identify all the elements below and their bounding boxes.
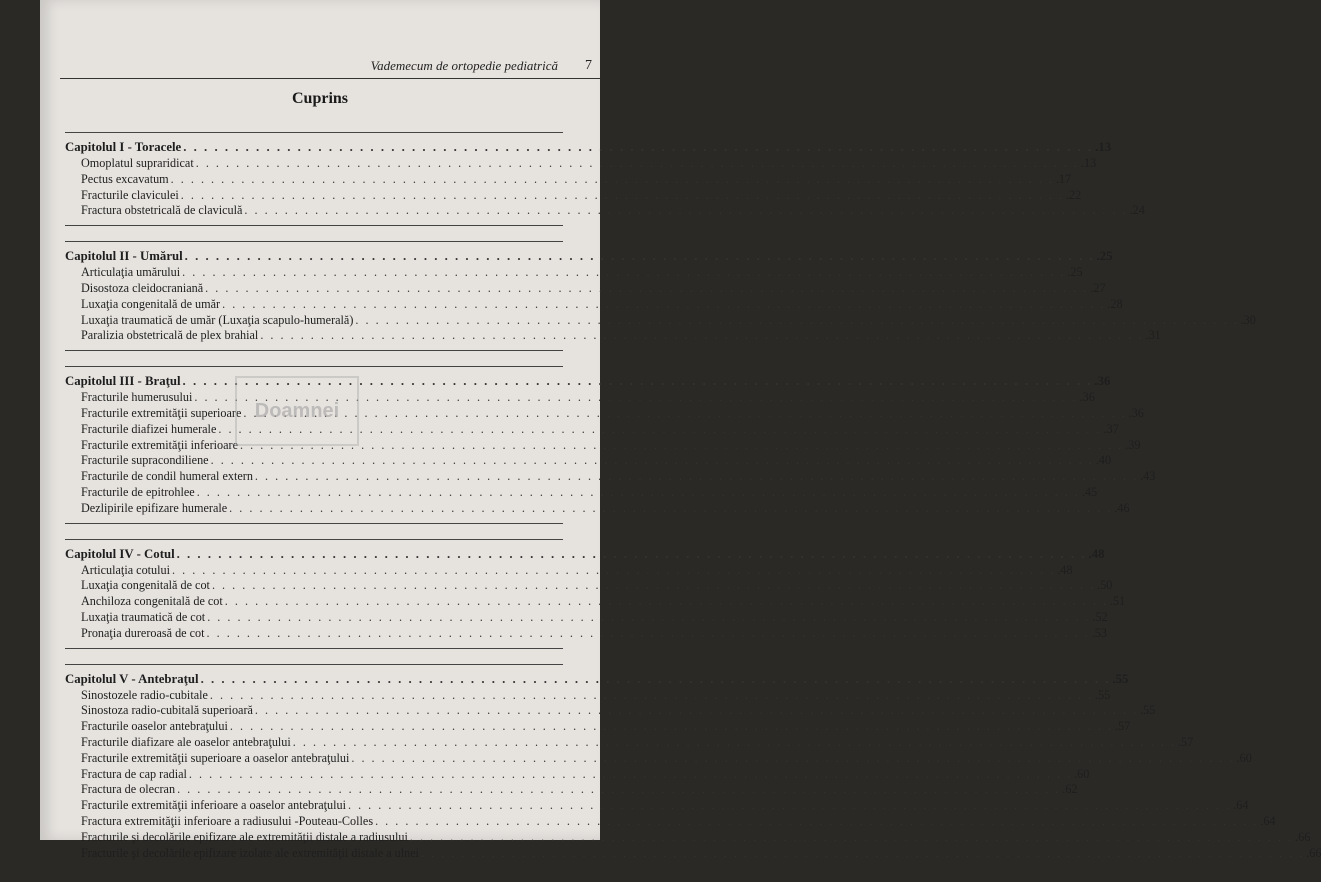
dot-leader	[171, 172, 1054, 188]
toc-entry	[65, 782, 1078, 798]
toc-entry-page: .39	[1125, 437, 1141, 452]
toc-entry-label: Fracturile extremităţii inferioare a oaselor antebraţului	[81, 798, 346, 813]
toc-entry-label: Dezlipirile epifizare humerale	[81, 500, 228, 515]
chapter-section	[65, 366, 1156, 523]
toc-entry-label: Fracturile extremităţii superioare a oaselor antebraţului	[81, 750, 350, 765]
toc-entry-label: Fracturile diafizei humerale	[81, 421, 217, 436]
toc-entry-page: .30	[1240, 312, 1256, 327]
chapter-heading-label: Capitolul III - Braţul	[65, 374, 181, 389]
chapter-heading	[65, 373, 1111, 390]
toc-entry-label: Fracturile extremităţii inferioare	[81, 437, 239, 452]
toc-entry-page: .62	[1062, 782, 1078, 797]
toc-entry-label: Disostoza cleidocraniană	[81, 280, 204, 295]
toc-entry	[65, 453, 1112, 469]
toc-entry	[65, 594, 1126, 610]
toc-entry	[65, 265, 1083, 281]
toc-entry-page: .48	[1057, 562, 1073, 577]
chapter-heading-label: Capitolul V - Antebraţul	[65, 671, 199, 686]
chapter-heading-label: Capitolul II - Umărul	[65, 249, 183, 264]
toc-entry-label: Fracturile humerusului	[81, 390, 193, 405]
toc-title: Cuprins	[291, 90, 349, 107]
toc-entry-label: Fracturile claviculei	[81, 187, 179, 202]
chapter-heading-label: Capitolul I - Toracele	[65, 140, 182, 154]
toc-entry-label: Sinostoza radio-cubitală superioară	[81, 703, 253, 718]
toc-entry-label: Pronaţia dureroasă de cot	[81, 625, 205, 640]
toc-entry-label: Fracturile de condil humeral extern	[81, 469, 253, 484]
toc-entry	[65, 280, 1106, 297]
toc-entry-label: Fracturile şi decolările epifizare ale extremităţii distale a radiusului	[81, 829, 408, 844]
running-header	[60, 58, 600, 79]
toc-entry	[65, 390, 1095, 406]
chapter-heading	[65, 671, 1129, 688]
toc-entry	[65, 562, 1073, 579]
chapter-section	[65, 132, 1145, 226]
toc-entry	[65, 500, 1130, 517]
chapter-heading-page: .13	[1095, 140, 1112, 154]
toc-entry-page: .24	[1129, 203, 1145, 218]
toc-entry-page: .37	[1103, 421, 1119, 436]
toc-entry	[65, 687, 1111, 704]
toc-entry-label: Anchiloza congenitală de cot	[81, 594, 223, 609]
toc-entry-label: Fractura de cap radial	[81, 766, 187, 781]
toc-entry	[65, 829, 1311, 846]
chapter-heading-label: Capitolul IV - Cotul	[65, 546, 175, 561]
dot-leader	[183, 373, 1093, 390]
toc-entry-page: .57	[1115, 719, 1131, 734]
toc-entry-page: .60	[1074, 766, 1090, 781]
dot-leader	[255, 703, 1138, 719]
dot-leader	[260, 328, 1143, 344]
dot-leader	[230, 719, 1113, 735]
dot-leader	[211, 453, 1094, 469]
running-title: Vademecum de ortopedie pediatrică	[370, 58, 558, 73]
toc-entry	[65, 625, 1107, 642]
chapter-section	[65, 539, 1126, 649]
toc-entry-page: .31	[1145, 328, 1161, 343]
toc-entry-page: .51	[1110, 594, 1126, 609]
toc-entry-page: .46	[1114, 500, 1130, 515]
toc-entry-page: .45	[1081, 484, 1098, 499]
toc-entry-page: .55	[1095, 687, 1111, 702]
dot-leader	[205, 281, 1088, 297]
toc-entry	[65, 312, 1256, 329]
toc-entry-page: .57	[1178, 734, 1194, 749]
toc-entry	[65, 609, 1108, 626]
book-page	[40, 0, 1321, 860]
dot-leader	[244, 203, 1127, 219]
chapter-heading-page: .55	[1112, 671, 1129, 686]
table-of-contents	[65, 132, 1321, 882]
chapter-heading-page: .36	[1094, 374, 1111, 389]
toc-entry	[65, 798, 1249, 814]
chapter-heading-page: .25	[1096, 249, 1113, 264]
dot-leader	[207, 626, 1090, 642]
toc-entry-page: .53	[1091, 625, 1107, 640]
toc-entry-label: Luxaţia congenitală de cot	[81, 578, 210, 593]
toc-entry-label: Paralizia obstetricală de plex brahial	[81, 328, 259, 343]
dot-leader	[225, 594, 1108, 610]
toc-entry	[65, 845, 1321, 862]
toc-entry	[65, 734, 1194, 751]
toc-entry	[65, 719, 1131, 735]
toc-entry-label: Fracturile oaselor antebraţului	[81, 719, 228, 734]
toc-entry-label: Fracturile supracondiliene	[81, 453, 209, 468]
toc-entry	[65, 296, 1123, 313]
dot-leader	[196, 156, 1079, 172]
toc-entry	[65, 703, 1156, 719]
dot-leader	[177, 782, 1060, 798]
dot-leader	[177, 546, 1087, 563]
toc-entry	[65, 437, 1141, 454]
dot-leader	[410, 830, 1293, 846]
toc-entry-page: .55	[1140, 703, 1156, 718]
dot-leader	[240, 438, 1123, 454]
dot-leader	[185, 248, 1095, 265]
toc-entry-label: Fracturile şi decolările epifizare izolate ale extremităţii distale a ulnei	[81, 845, 420, 860]
dot-leader	[351, 751, 1234, 767]
toc-entry-page: .13	[1080, 156, 1097, 170]
dot-leader	[197, 485, 1080, 501]
dot-leader	[212, 578, 1095, 594]
toc-entry-label: Sinostozele radio-cubitale	[81, 687, 208, 702]
toc-entry	[65, 578, 1113, 594]
page-number: 7	[585, 58, 592, 73]
toc-entry-label: Articulaţia cotului	[81, 562, 171, 577]
toc-entry-label: Pectus excavatum	[81, 171, 169, 186]
toc-entry-page: .25	[1067, 265, 1083, 280]
dot-leader	[201, 671, 1111, 688]
toc-entry	[65, 766, 1090, 783]
toc-entry-label: Luxaţia traumatică de cot	[81, 609, 206, 624]
dot-leader	[189, 767, 1072, 783]
dot-leader	[181, 188, 1064, 204]
toc-entry	[65, 421, 1119, 438]
dot-leader	[222, 297, 1105, 313]
chapter-heading	[65, 248, 1113, 265]
chapter-section	[65, 664, 1321, 868]
dot-leader	[194, 390, 1077, 406]
dot-leader	[183, 139, 1093, 156]
toc-entry-page: .64	[1260, 813, 1276, 828]
toc-entry	[65, 750, 1252, 767]
toc-entry-page: .17	[1055, 171, 1072, 186]
dot-leader	[348, 798, 1231, 814]
watermark: Doamnei	[235, 376, 359, 446]
toc-entry-label: Fractura obstetricală de claviculă	[81, 203, 243, 218]
toc-entry-page: .60	[1236, 750, 1252, 765]
chapter-heading-page: .48	[1088, 546, 1105, 561]
toc-entry-page: .22	[1066, 187, 1082, 202]
toc-entry-label: Fracturile diafizare ale oaselor antebraţului	[81, 734, 291, 749]
dot-leader	[210, 688, 1093, 704]
chapter-heading	[65, 139, 1112, 156]
toc-entry	[65, 405, 1144, 422]
toc-entry-label: Fractura de olecran	[81, 782, 176, 797]
toc-entry-label: Fracturile de epitrohlee	[81, 484, 195, 499]
toc-entry-page: .43	[1140, 469, 1156, 484]
toc-entry-page: .28	[1107, 296, 1123, 311]
dot-leader	[243, 406, 1126, 422]
toc-entry	[65, 187, 1082, 204]
toc-entry-label: Fracturile extremităţii superioare	[81, 405, 242, 420]
toc-entry	[65, 328, 1161, 344]
toc-entry-page: .50	[1097, 578, 1113, 593]
dot-leader	[375, 814, 1258, 830]
toc-entry-label: Omoplatul supraridicat	[81, 156, 194, 170]
dot-leader	[293, 735, 1176, 751]
toc-entry-page: .40	[1095, 453, 1112, 468]
dot-leader	[421, 846, 1304, 862]
dot-leader	[355, 313, 1238, 329]
dot-leader	[172, 563, 1055, 579]
toc-entry	[65, 171, 1072, 188]
toc-entry	[65, 469, 1156, 485]
chapter-heading	[65, 546, 1105, 563]
toc-entry-page: .66	[1306, 845, 1321, 860]
toc-entry-page: .36	[1079, 390, 1095, 405]
toc-entry-page: .64	[1233, 798, 1249, 813]
toc-entry-page: .27	[1090, 280, 1106, 295]
dot-leader	[218, 422, 1101, 438]
toc-entry-page: .52	[1092, 609, 1108, 624]
toc-entry-label: Fractura extremităţii inferioare a radiusului -Pouteau-Colles	[81, 813, 374, 828]
dot-leader	[229, 501, 1112, 517]
chapter-section	[65, 241, 1256, 351]
toc-entry	[65, 156, 1097, 172]
toc-entry-label: Articulaţia umărului	[81, 265, 181, 280]
toc-entry	[65, 484, 1098, 501]
toc-entry-label: Luxaţia traumatică de umăr (Luxaţia scapulo-humerală)	[81, 312, 354, 327]
dot-leader	[255, 469, 1138, 485]
dot-leader	[207, 610, 1090, 626]
toc-entry-page: .66	[1295, 829, 1311, 844]
toc-entry-page: .36	[1128, 405, 1144, 420]
toc-entry-label: Luxaţia congenitală de umăr	[81, 296, 221, 311]
toc-entry	[65, 813, 1276, 830]
dot-leader	[182, 265, 1065, 281]
toc-entry	[65, 203, 1145, 219]
